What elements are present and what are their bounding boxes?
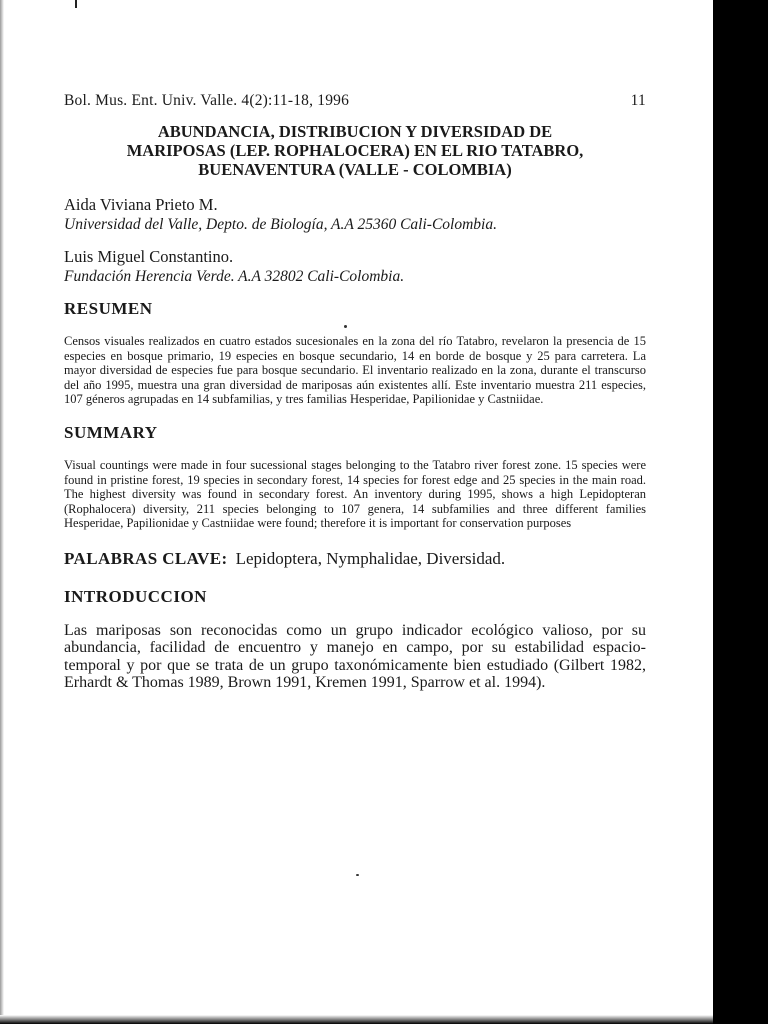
keywords-label: PALABRAS CLAVE: bbox=[64, 548, 228, 568]
scan-speck bbox=[356, 874, 359, 876]
author-block bbox=[64, 247, 646, 286]
scan-black-border bbox=[713, 0, 768, 1024]
journal-citation: Bol. Mus. Ent. Univ. Valle. 4(2):11-18, 1996 bbox=[64, 92, 350, 109]
scan-corner-mark bbox=[75, 0, 77, 8]
summary-heading: SUMMARY bbox=[64, 422, 158, 442]
author-affiliation: Fundación Herencia Verde. A.A 32802 Cali-Colombia. bbox=[64, 268, 405, 285]
page-number: 11 bbox=[630, 92, 646, 109]
running-head bbox=[64, 92, 646, 110]
author-name: Aida Viviana Prieto M. bbox=[64, 195, 218, 214]
introduccion-text: Las mariposas son reconocidas como un grupo indicador ecológico valioso, por su abundancia, facilidad de encuentro y manejo en campo, por su estabilidad espacio-temporal y por que se trata de un grupo taxonómicamente bien estudiado (Gilbert 1982, Erhardt & Thomas 1989, Brown 1991, Kremen 1991, Sparrow et al. 1994). bbox=[64, 621, 646, 692]
resumen-heading: RESUMEN bbox=[64, 299, 153, 318]
author-name: Luis Miguel Constantino. bbox=[64, 247, 234, 266]
title-line: MARIPOSAS (LEP. ROPHALOCERA) EN EL RIO TATABRO, bbox=[126, 141, 584, 160]
scan-bottom-edge bbox=[0, 1015, 713, 1024]
author-affiliation: Universidad del Valle, Depto. de Biología, A.A 25360 Cali-Colombia. bbox=[64, 216, 497, 233]
keywords bbox=[64, 549, 646, 569]
keywords-text: Lepidoptera, Nymphalidae, Diversidad. bbox=[235, 548, 506, 568]
article-title bbox=[64, 122, 646, 179]
title-line: ABUNDANCIA, DISTRIBUCION Y DIVERSIDAD DE bbox=[157, 122, 553, 141]
title-line: BUENAVENTURA (VALLE - COLOMBIA) bbox=[198, 160, 512, 179]
author-block bbox=[64, 195, 646, 234]
scan-left-shadow bbox=[0, 0, 4, 1024]
journal-page bbox=[64, 92, 646, 692]
resumen-text: Censos visuales realizados en cuatro estados sucesionales en la zona del río Tatabro, revelaron la presencia de 15 especies en bosque primario, 19 especies en bosque secundario, 14 en borde de bosque y 25 para carretera. La mayor diversidad de especies fue para bosque secundario. El inventario realizado en la zona, durante el transcurso del año 1995, muestra una gran diversidad de mariposas aún existentes allí. Este inventario muestra 211 especies, 107 géneros agrupadas en 14 subfamilias, y tres familias Hesperidae, Papilionidae y Castniidae. bbox=[64, 334, 646, 407]
summary-text: Visual countings were made in four sucessional stages belonging to the Tatabro river forest zone. 15 species were found in pristine forest, 19 species in secondary forest, 14 species for forest edge and 25 species in the main road. The highest diversity was found in secondary forest. An inventory during 1995, shows a high Lepidopteran (Rophalocera) diversity, 211 species belonging to 107 genera, 14 subfamilies and three different families Hesperidae, Papilionidae y Castniidae were found; therefore it is important for conservation purposes bbox=[64, 457, 646, 531]
introduccion-heading: INTRODUCCION bbox=[64, 586, 207, 606]
